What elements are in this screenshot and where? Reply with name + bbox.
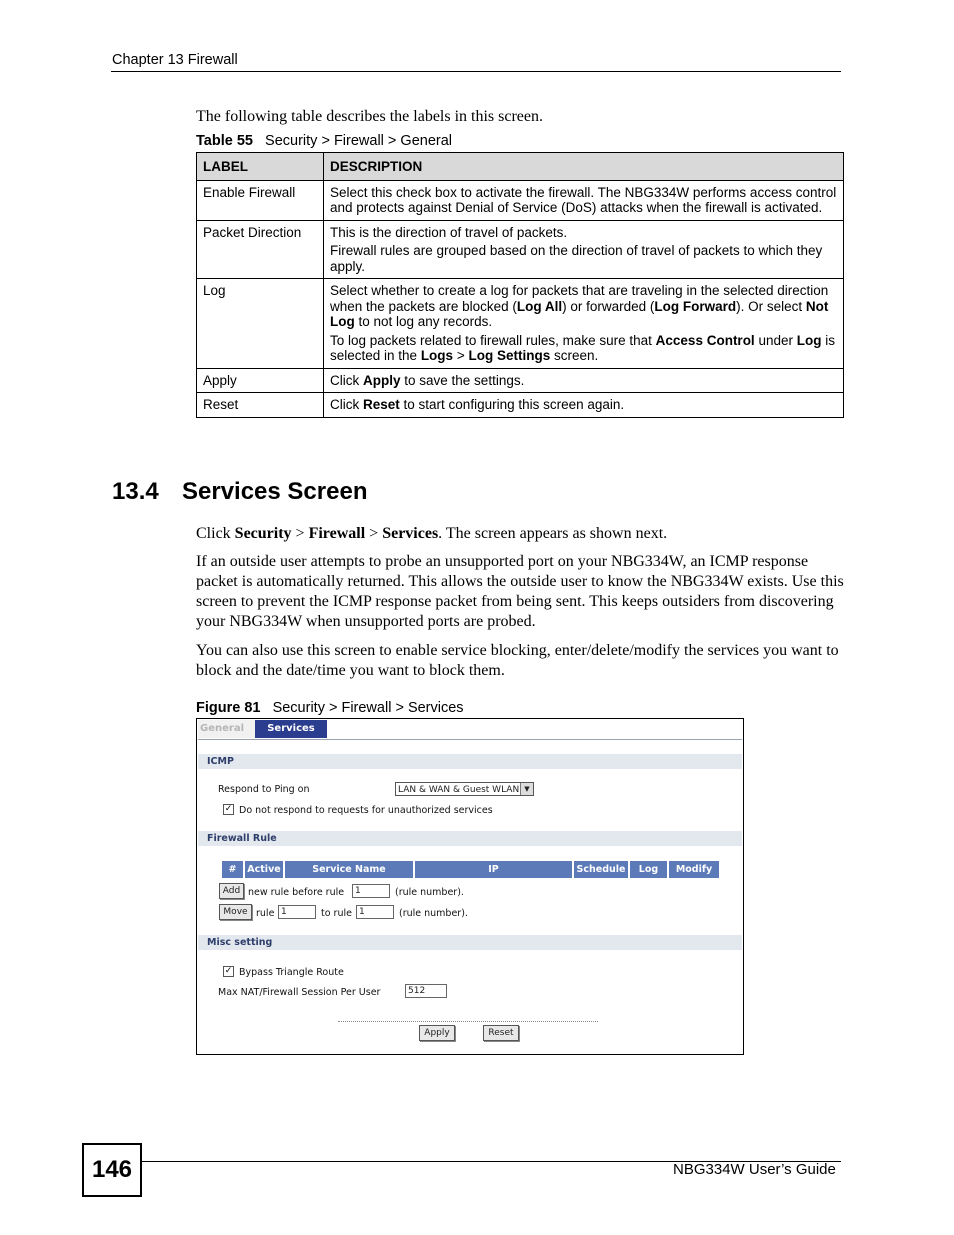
description-text: To log packets related to firewall rules, make sure that Access Control under Log is selected in the Logs > Log Settings screen. <box>330 332 835 363</box>
label-description-table <box>196 152 844 418</box>
move-rule-number-text: (rule number). <box>399 908 468 919</box>
move-to-text: to rule <box>321 908 352 919</box>
intro-text: The following table describes the labels in this screen. <box>196 108 544 125</box>
table-row <box>197 220 844 279</box>
row-label: Packet Direction <box>197 220 324 279</box>
table-caption-label: Table 55 <box>196 133 253 149</box>
column-header-service-name: Service Name <box>285 861 413 878</box>
tab-general[interactable]: General <box>198 720 256 738</box>
apply-button[interactable]: Apply <box>419 1025 455 1041</box>
page-number: 146 <box>82 1143 142 1197</box>
max-nat-session-label: Max NAT/Firewall Session Per User <box>218 987 381 998</box>
move-to-input[interactable]: 1 <box>356 905 394 919</box>
respond-to-ping-value: LAN & WAN & Guest WLAN <box>398 785 520 795</box>
bypass-triangle-route-checkbox[interactable]: ✓ <box>224 966 233 976</box>
row-label: Log <box>197 279 324 369</box>
table-caption <box>196 133 452 149</box>
firewall-rule-heading: Firewall Rule <box>198 831 742 846</box>
header-rule <box>111 71 841 72</box>
add-rule-text: new rule before rule <box>248 887 345 898</box>
icmp-heading: ICMP <box>198 754 742 769</box>
table-row <box>197 368 844 393</box>
respond-to-ping-select[interactable] <box>395 782 534 796</box>
table-caption-title: Security > Firewall > General <box>265 133 453 149</box>
table-header-description: DESCRIPTION <box>324 153 844 181</box>
guide-title: NBG334W User’s Guide <box>673 1161 836 1178</box>
add-button[interactable]: Add <box>219 883 244 899</box>
paragraph-navigation: Click Security > Firewall > Services. The screen appears as shown next. <box>196 525 668 542</box>
table-row <box>197 279 844 369</box>
column-header-number: # <box>222 861 243 878</box>
respond-to-ping-label: Respond to Ping on <box>218 784 310 795</box>
row-description: Click Apply to save the settings. <box>324 368 844 393</box>
table-header-label: LABEL <box>197 153 324 181</box>
reset-button[interactable]: Reset <box>483 1025 519 1041</box>
misc-setting-heading: Misc setting <box>198 935 742 950</box>
column-header-active: Active <box>245 861 283 878</box>
bypass-triangle-route-label: Bypass Triangle Route <box>239 967 344 978</box>
paragraph-icmp: If an outside user attempts to probe an unsupported port on your NBG334W, an ICMP response packet is automatically returned. This allows the outside user to know the NBG334W exists. Use this screen to prevent the ICMP response packet from being sent. This keeps outsiders from discovering your NBG334W when unsupported ports are probed. <box>196 553 844 630</box>
description-text: This is the direction of travel of packets. <box>330 224 568 240</box>
column-header-schedule: Schedule <box>574 861 628 878</box>
chevron-down-icon: ▼ <box>520 783 533 795</box>
section-number: 13.4 <box>112 478 159 505</box>
move-from-input[interactable]: 1 <box>278 905 316 919</box>
max-nat-session-input[interactable]: 512 <box>405 984 447 998</box>
figure-caption <box>196 700 464 716</box>
description-text: Firewall rules are grouped based on the direction of travel of packets to which they apply. <box>330 243 823 274</box>
row-description: Click Reset to start configuring this screen again. <box>324 393 844 418</box>
row-label: Reset <box>197 393 324 418</box>
table-row <box>197 180 844 220</box>
section-name: Services Screen <box>182 478 368 505</box>
no-respond-label: Do not respond to requests for unauthorized services <box>239 805 493 816</box>
table-row <box>197 393 844 418</box>
description-text: Select this check box to activate the firewall. The NBG334W performs access control and protects against Denial of Service (DoS) attacks when the firewall is activated. <box>330 184 837 215</box>
column-header-modify: Modify <box>669 861 719 878</box>
description-text: Select whether to create a log for packets that are traveling in the selected direction when the packets are blocked (Log All) or forwarded (Log Forward). Or select Not Log to not log any records. <box>330 283 829 329</box>
add-rule-number-text: (rule number). <box>395 887 464 898</box>
tab-services[interactable]: Services <box>255 720 327 738</box>
figure-caption-title: Security > Firewall > Services <box>272 700 464 716</box>
row-description <box>324 220 844 279</box>
column-header-ip: IP <box>415 861 572 878</box>
button-divider <box>338 1021 598 1022</box>
row-description <box>324 180 844 220</box>
add-rule-number-input[interactable]: 1 <box>352 884 390 898</box>
row-label: Apply <box>197 368 324 393</box>
table-header-row <box>197 153 844 181</box>
chapter-header: Chapter 13 Firewall <box>112 52 238 68</box>
figure-caption-label: Figure 81 <box>196 700 261 716</box>
section-title <box>112 478 367 506</box>
services-screen-figure <box>196 718 744 1055</box>
no-respond-checkbox[interactable]: ✓ <box>224 804 233 814</box>
paragraph-blocking: You can also use this screen to enable service blocking, enter/delete/modify the services you want to block and the date/time you want to block them. <box>196 642 839 679</box>
move-button[interactable]: Move <box>219 904 252 920</box>
tab-divider <box>198 739 742 740</box>
move-rule-text: rule <box>256 908 275 919</box>
column-header-log: Log <box>630 861 667 878</box>
row-description <box>324 279 844 369</box>
row-label: Enable Firewall <box>197 180 324 220</box>
